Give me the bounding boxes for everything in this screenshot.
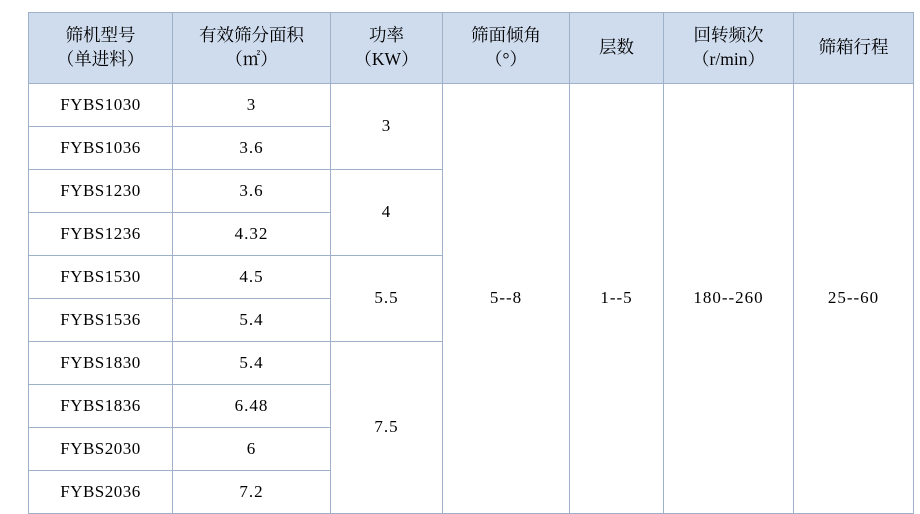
header-angle-line2: （°） <box>485 49 527 69</box>
cell-area: 3.6 <box>173 170 331 213</box>
cell-model: FYBS1230 <box>29 170 173 213</box>
header-frequency <box>664 13 794 84</box>
cell-stroke-merged: 25--60 <box>794 84 914 514</box>
cell-area: 4.32 <box>173 213 331 256</box>
header-power <box>331 13 443 84</box>
header-model-line1: 筛机型号 <box>65 25 136 46</box>
cell-area: 5.4 <box>173 299 331 342</box>
cell-area: 3 <box>173 84 331 127</box>
header-angle <box>443 13 570 84</box>
screening-machine-spec-table <box>28 12 914 514</box>
header-row <box>29 13 914 84</box>
cell-area: 4.5 <box>173 256 331 299</box>
header-model-line2: （单进料） <box>56 49 145 69</box>
cell-area: 6.48 <box>173 385 331 428</box>
header-frequency-line2: （r/min） <box>692 49 765 69</box>
cell-power-group: 5.5 <box>331 256 443 342</box>
header-layers <box>570 13 664 84</box>
cell-area: 5.4 <box>173 342 331 385</box>
cell-model: FYBS1236 <box>29 213 173 256</box>
cell-model: FYBS2036 <box>29 471 173 514</box>
cell-model: FYBS1030 <box>29 84 173 127</box>
cell-power-group: 4 <box>331 170 443 256</box>
header-power-line1: 功率 <box>369 25 404 46</box>
header-power-line2: （KW） <box>354 49 419 69</box>
header-layers-line1: 层数 <box>599 37 634 58</box>
cell-angle-merged: 5--8 <box>443 84 570 514</box>
cell-model: FYBS1530 <box>29 256 173 299</box>
header-stroke-line1: 筛箱行程 <box>818 37 889 58</box>
cell-model: FYBS1836 <box>29 385 173 428</box>
header-area-line1: 有效筛分面积 <box>199 25 304 46</box>
cell-model: FYBS2030 <box>29 428 173 471</box>
cell-frequency-merged: 180--260 <box>664 84 794 514</box>
table-body <box>29 84 914 514</box>
cell-layers-merged: 1--5 <box>570 84 664 514</box>
table-row <box>29 84 914 127</box>
cell-area: 6 <box>173 428 331 471</box>
header-angle-line1: 筛面倾角 <box>471 25 541 46</box>
header-frequency-line1: 回转频次 <box>693 25 764 46</box>
header-stroke <box>794 13 914 84</box>
header-area-line2: （㎡） <box>225 49 278 69</box>
header-model <box>29 13 173 84</box>
table-header <box>29 13 914 84</box>
cell-power-group: 3 <box>331 84 443 170</box>
cell-power-group: 7.5 <box>331 342 443 514</box>
cell-area: 3.6 <box>173 127 331 170</box>
cell-model: FYBS1830 <box>29 342 173 385</box>
header-area <box>173 13 331 84</box>
cell-model: FYBS1036 <box>29 127 173 170</box>
cell-area: 7.2 <box>173 471 331 514</box>
cell-model: FYBS1536 <box>29 299 173 342</box>
